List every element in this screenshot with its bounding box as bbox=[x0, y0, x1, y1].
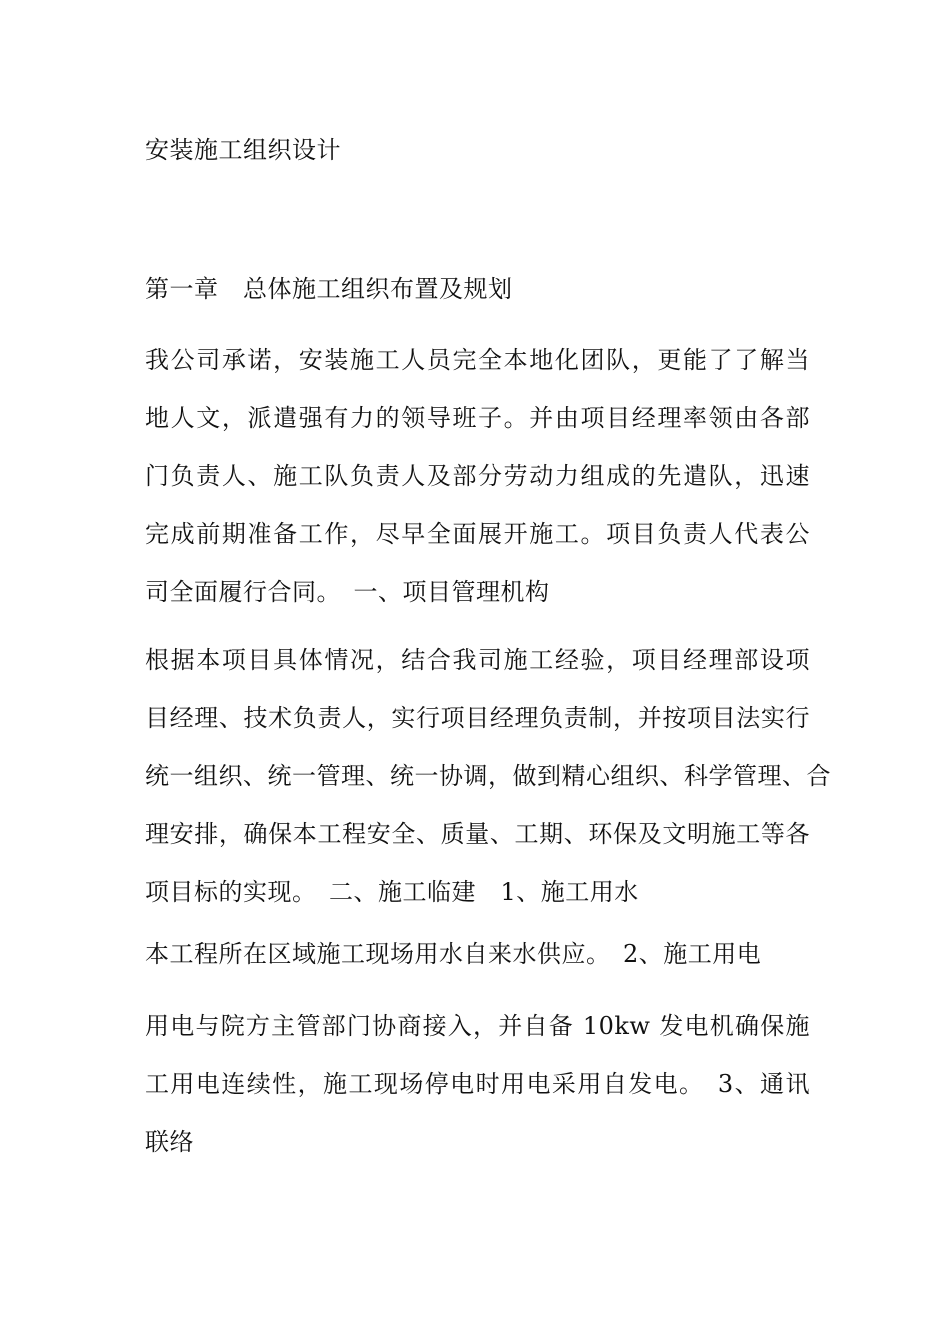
paragraph-line: 工用电连续性，施工现场停电时用电采用自发电。 3、通讯 bbox=[145, 1070, 810, 1098]
paragraph-line: 我公司承诺，安装施工人员完全本地化团队，更能了了解当 bbox=[145, 346, 810, 374]
paragraph-line: 地人文，派遣强有力的领导班子。并由项目经理率领由各部 bbox=[145, 404, 810, 432]
chapter-heading-text: 第一章 总体施工组织布置及规划 bbox=[145, 275, 513, 303]
paragraph-4 bbox=[145, 997, 810, 1171]
paragraph-1 bbox=[145, 331, 810, 621]
paragraph-line: 完成前期准备工作，尽早全面展开施工。项目负责人代表公 bbox=[145, 520, 810, 548]
paragraph-line: 门负责人、施工队负责人及部分劳动力组成的先遣队，迅速 bbox=[145, 462, 810, 490]
paragraph-line: 本工程所在区域施工现场用水自来水供应。 2、施工用电 bbox=[145, 940, 762, 968]
paragraph-line: 用电与院方主管部门协商接入，并自备 10kw 发电机确保施 bbox=[145, 1012, 810, 1040]
chapter-heading bbox=[145, 260, 810, 318]
paragraph-3 bbox=[145, 925, 810, 983]
document-title bbox=[145, 121, 810, 179]
paragraph-line: 目经理、技术负责人，实行项目经理负责制，并按项目法实行 bbox=[145, 704, 810, 732]
paragraph-line: 理安排，确保本工程安全、质量、工期、环保及文明施工等各 bbox=[145, 820, 810, 848]
paragraph-line: 司全面履行合同。 一、项目管理机构 bbox=[145, 578, 550, 606]
paragraph-line: 根据本项目具体情况，结合我司施工经验，项目经理部设项 bbox=[145, 646, 810, 674]
title-text: 安装施工组织设计 bbox=[145, 136, 341, 164]
paragraph-2 bbox=[145, 631, 831, 921]
paragraph-line: 统一组织、统一管理、统一协调，做到精心组织、科学管理、合 bbox=[145, 762, 831, 790]
paragraph-line: 联络 bbox=[145, 1128, 194, 1156]
paragraph-line: 项目标的实现。 二、施工临建 1、施工用水 bbox=[145, 878, 639, 906]
